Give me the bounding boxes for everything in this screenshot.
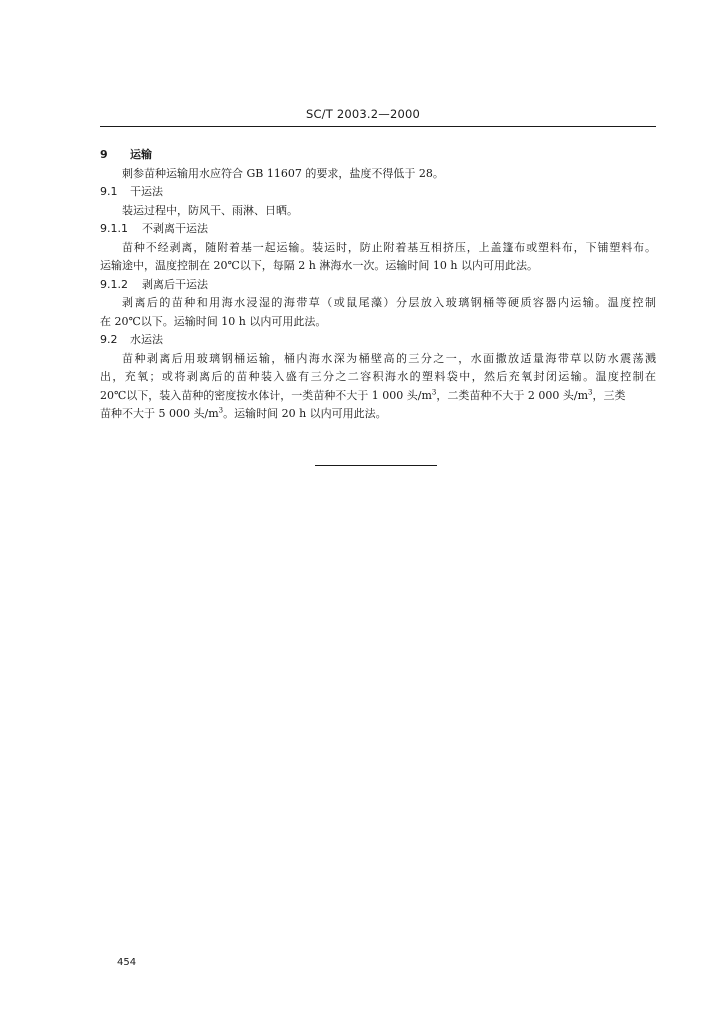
text-segment: 。运输时间 20 h 以内可用此法。: [223, 407, 387, 420]
section-9-1-1-line-2: 运输途中，温度控制在 20℃以下，每隔 2 h 淋海水一次。运输时间 10 h 以内可用此法。: [100, 259, 538, 272]
section-9-1-1-heading: [100, 220, 656, 239]
standard-code: SC/T 2003.2—2000: [305, 107, 421, 121]
section-title: 运输: [130, 148, 152, 161]
section-title: 剥离后干运法: [142, 277, 208, 291]
section-9-paragraph: 刺参苗种运输用水应符合 GB 11607 的要求，盐度不得低于 28。: [122, 166, 444, 180]
section-9-2-line-1: 苗种剥离后用玻璃钢桶运输，桶内海水深为桶壁高的三分之一，水面撒放适量海带草以防水震荡溅: [122, 351, 656, 365]
end-of-document-rule: [315, 465, 437, 466]
section-number: 9.1.2: [100, 277, 128, 291]
section-number: 9.1.1: [100, 222, 128, 235]
section-9-1-2-line-1: 剥离后的苗种和用海水浸湿的海带草（或鼠尾藻）分层放入玻璃钢桶等硬质容器内运输。温度控制: [122, 296, 656, 309]
superscript: 3: [431, 387, 437, 396]
section-number: 9.2: [100, 333, 118, 346]
text-segment: 20℃以下，装入苗种的密度按水体计，一类苗种不大于 1 000 头/m: [100, 388, 432, 402]
section-number: 9.1: [100, 185, 118, 198]
header-rule: [100, 126, 656, 127]
section-9-1-2-heading: [100, 276, 656, 295]
section-number: 9: [100, 148, 108, 161]
section-9-1-paragraph: 装运过程中，防风干、雨淋、日晒。: [122, 203, 298, 217]
page-number: 454: [117, 957, 137, 968]
text-segment: ，二类苗种不大于 2 000 头/m: [436, 388, 589, 402]
section-9-2-line-2: 出，充氧；或将剥离后的苗种装入盛有三分之二容积海水的塑料袋中，然后充氧封闭运输。温度控制在: [100, 370, 656, 383]
superscript: 3: [588, 387, 593, 396]
section-9-2-line-4: [100, 405, 656, 424]
section-9-heading: [100, 146, 656, 165]
section-9-1-1-line-1: 苗种不经剥离，随附着基一起运输。装运时，防止附着基互相挤压，上盖篷布或塑料布，下铺塑料布。: [122, 240, 656, 254]
section-title: 不剥离干运法: [142, 222, 208, 235]
text-segment: 苗种不大于 5 000 头/m: [100, 407, 219, 420]
text-segment: ，三类: [592, 388, 626, 402]
section-9-2-line-3: [100, 387, 656, 406]
document-body: [100, 146, 656, 424]
section-title: 水运法: [130, 333, 163, 346]
superscript: 3: [218, 406, 224, 415]
section-9-2-heading: [100, 331, 656, 350]
section-9-1-heading: [100, 183, 656, 202]
section-9-1-2-line-2: 在 20℃以下。运输时间 10 h 以内可用此法。: [100, 314, 327, 328]
section-title: 干运法: [130, 185, 163, 198]
